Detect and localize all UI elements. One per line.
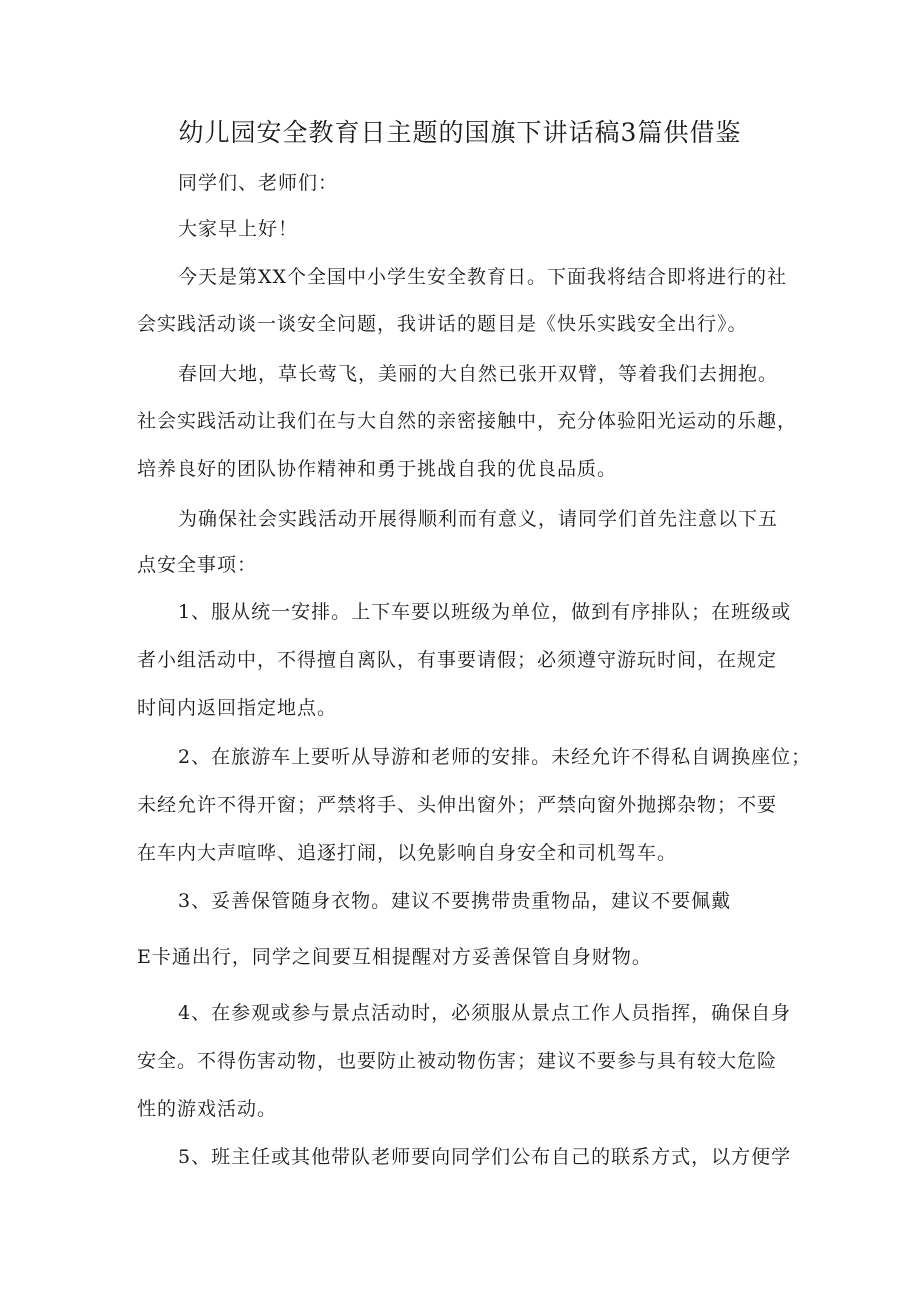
text-line: 4、在参观或参与景点活动时，必须服从景点工作人员指挥，确保自身 <box>178 1002 792 1024</box>
text-line: 今天是第XX个全国中小学生安全教育日。下面我将结合即将进行的社 <box>178 266 788 288</box>
text-line: 5、班主任或其他带队老师要向同学们公布自己的联系方式，以方便学 <box>178 1146 792 1168</box>
text-line: 同学们、老师们： <box>178 172 339 194</box>
text-line: 会实践活动谈一谈安全问题，我讲话的题目是《快乐实践安全出行》。 <box>137 313 748 335</box>
text-line: 点安全事项： <box>137 554 258 576</box>
text-line: 1、服从统一安排。上下车要以班级为单位，做到有序排队；在班级或 <box>178 601 792 623</box>
text-line: 培养良好的团队协作精神和勇于挑战自我的优良品质。 <box>137 458 618 480</box>
text-line: 安全。不得伤害动物，也要防止被动物伤害；建议不要参与具有较大危险 <box>137 1050 778 1072</box>
text-line: 春回大地，草长莺飞，美丽的大自然已张开双臂，等着我们去拥抱。 <box>178 363 779 385</box>
document-title: 幼儿园安全教育日主题的国旗下讲话稿3篇供借鉴 <box>178 118 742 147</box>
text-line: E卡通出行，同学之间要互相提醒对方妥善保管自身财物。 <box>137 946 652 968</box>
text-line: 者小组活动中，不得擅自离队，有事要请假；必须遵守游玩时间，在规定 <box>137 649 778 671</box>
text-line: 社会实践活动让我们在与大自然的亲密接触中，充分体验阳光运动的乐趣， <box>137 410 798 432</box>
text-line: 未经允许不得开窗；严禁将手、头伸出窗外；严禁向窗外抛掷杂物；不要 <box>137 794 778 816</box>
text-line: 在车内大声喧哗、追逐打闹，以免影响自身安全和司机驾车。 <box>137 842 678 864</box>
text-line: 大家早上好！ <box>178 218 299 240</box>
text-line: 3、妥善保管随身衣物。建议不要携带贵重物品，建议不要佩戴 <box>178 890 732 912</box>
text-line: 性的游戏活动。 <box>137 1098 278 1120</box>
text-line: 2、在旅游车上要听从导游和老师的安排。未经允许不得私自调换座位； <box>178 746 812 768</box>
text-line: 为确保社会实践活动开展得顺利而有意义，请同学们首先注意以下五 <box>178 508 779 530</box>
text-line: 时间内返回指定地点。 <box>137 697 338 719</box>
